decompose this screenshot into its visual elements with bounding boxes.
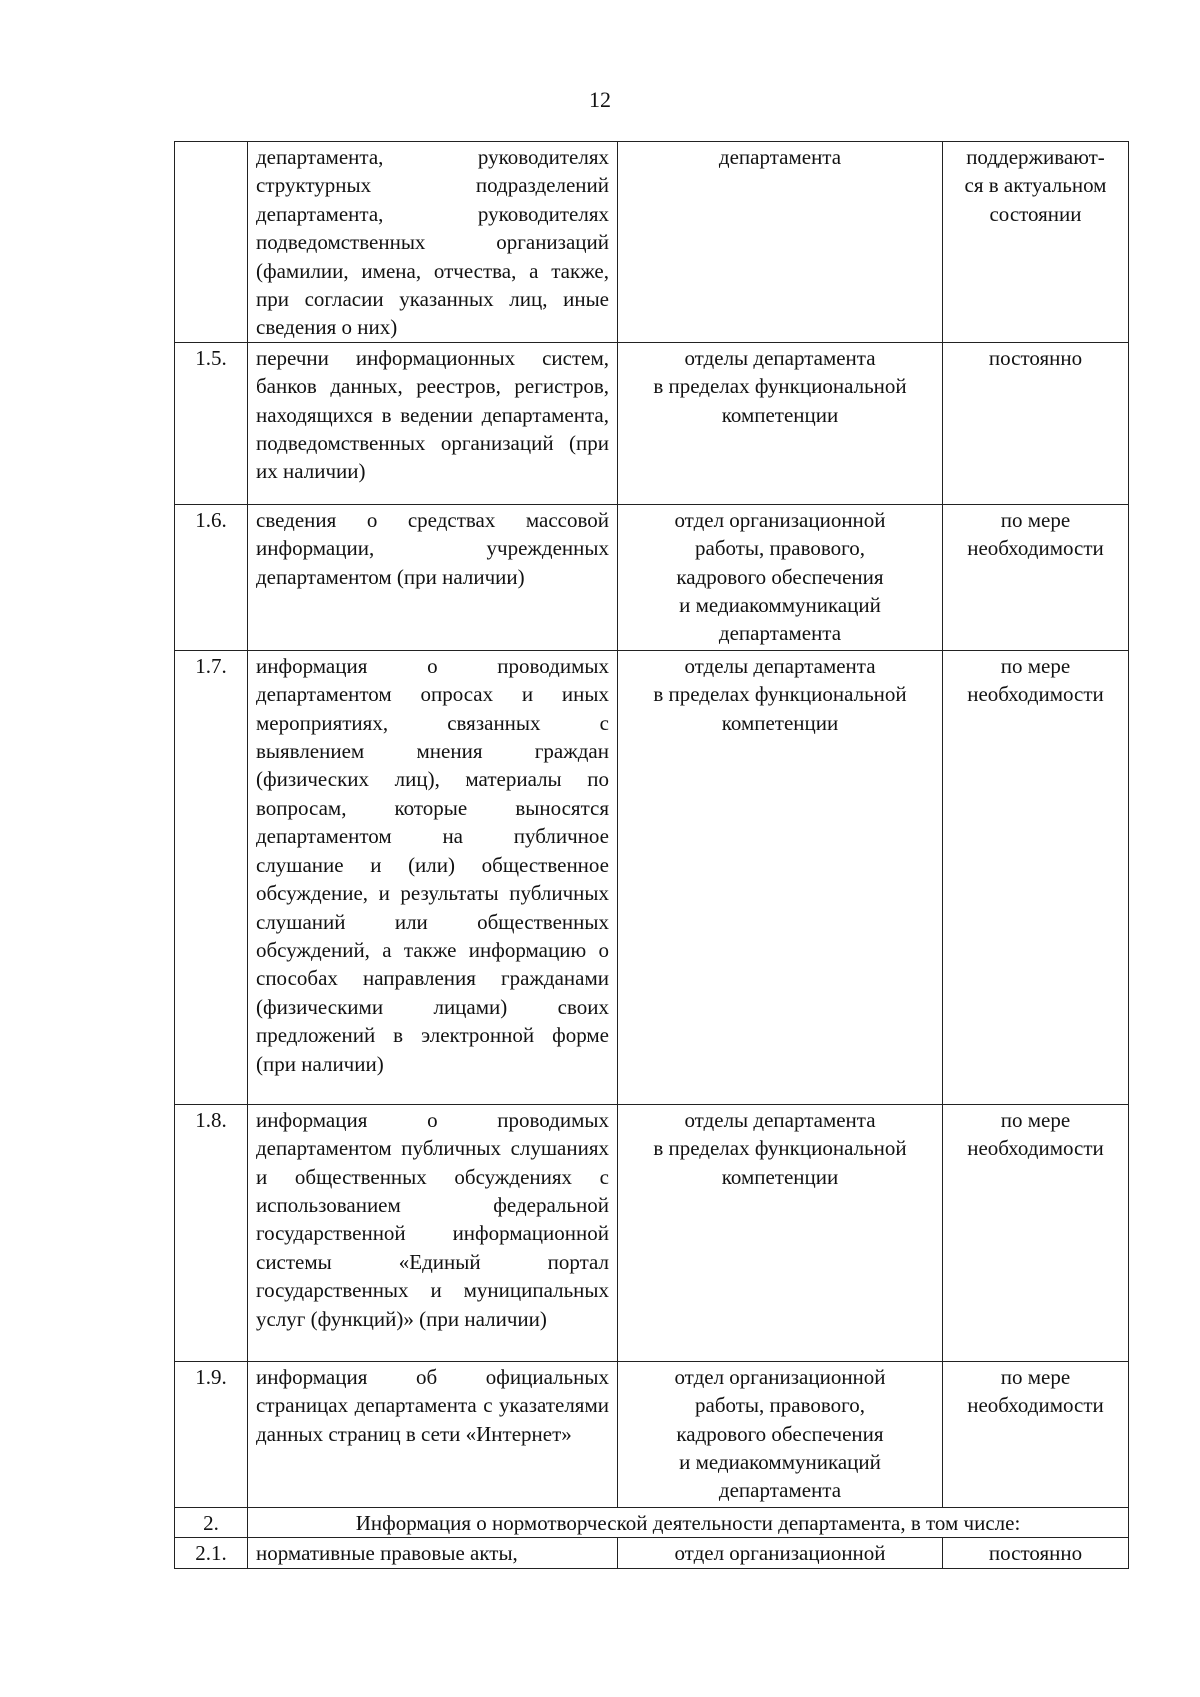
responsible-line: отдел организационной xyxy=(674,1364,886,1389)
responsible-line: кадрового обеспечения xyxy=(676,1421,884,1446)
term-line: постоянно xyxy=(988,345,1083,370)
row-responsible xyxy=(618,342,943,504)
table-row xyxy=(175,1104,1129,1361)
page-number: 12 xyxy=(589,87,611,112)
term-line: по мере xyxy=(1000,653,1071,678)
row-description: информация о проводимых департаментом публичных слушаниях и общественных обсуждениях с использованием федеральной государственной информационной системы «Единый портал государственных и муниципальных услуг (функций)» (при наличии) xyxy=(248,1104,618,1361)
row-responsible xyxy=(618,1104,943,1361)
row-term xyxy=(943,342,1129,504)
responsible-line: работы, правового, xyxy=(695,1393,865,1418)
row-term xyxy=(943,142,1129,343)
responsible-line: компетенции xyxy=(721,402,839,427)
responsible-line: и медиакоммуникаций xyxy=(679,593,881,618)
responsible-line: компетенции xyxy=(721,1164,839,1189)
row-number: 1.8. xyxy=(175,1104,248,1361)
table-body xyxy=(175,142,1129,1569)
responsible-line: работы, правового, xyxy=(695,536,865,561)
responsible-line: в пределах функциональной xyxy=(653,682,907,707)
responsible-line: департамента xyxy=(718,621,842,646)
row-description: нормативные правовые акты, xyxy=(248,1538,618,1568)
row-description: информация о проводимых департаментом опросах и иных мероприятиях, связанных с выявлением мнения граждан (физических лиц), материалы по вопросам, которые выносятся департаментом на публичное слушание и (или) общественное обсуждение, и результаты публичных слушаний или общественных обсуждений, а также информацию о способах направления гражданами (физическими лицами) своих предложений в электронной форме (при наличии) xyxy=(248,650,618,1104)
section-number: 2. xyxy=(175,1507,248,1537)
row-term xyxy=(943,504,1129,650)
term-line: необходимости xyxy=(967,536,1104,561)
row-description: сведения о средствах массовой информации, учрежденных департаментом (при наличии) xyxy=(248,504,618,650)
row-number: 1.7. xyxy=(175,650,248,1104)
row-term xyxy=(943,1361,1129,1507)
row-responsible xyxy=(618,142,943,343)
table-row xyxy=(175,1538,1129,1568)
responsible-line: компетенции xyxy=(721,710,839,735)
responsible-line: отдел организационной xyxy=(674,507,886,532)
row-responsible xyxy=(618,1361,943,1507)
term-line: по мере xyxy=(1000,1364,1071,1389)
information-table xyxy=(174,141,1129,1569)
row-number xyxy=(175,142,248,343)
responsible-line: департамента xyxy=(718,1478,842,1503)
term-line: поддерживают- xyxy=(966,145,1105,169)
row-responsible xyxy=(618,504,943,650)
table-row xyxy=(175,650,1129,1104)
row-description: информация об официальных страницах департамента с указателями данных страниц в сети «Интернет» xyxy=(248,1361,618,1507)
row-description: перечни информационных систем, банков данных, реестров, регистров, находящихся в ведении департамента, подведомственных организаций (при их наличии) xyxy=(248,342,618,504)
row-term xyxy=(943,1104,1129,1361)
responsible-line: кадрового обеспечения xyxy=(676,564,884,589)
responsible-line: департамента xyxy=(718,145,842,169)
responsible-line: отделы департамента xyxy=(684,653,876,678)
row-description: департамента, руководителях структурных подразделений департамента, руководителях подведомственных организаций (фамилии, имена, отчества, а также, при согласии указанных лиц, иные сведения о них) xyxy=(248,142,618,343)
table-row xyxy=(175,142,1129,343)
table-row xyxy=(175,504,1129,650)
term-line: необходимости xyxy=(967,1136,1104,1161)
row-term: постоянно xyxy=(943,1538,1129,1568)
responsible-line: отделы департамента xyxy=(684,345,876,370)
row-responsible: отдел организационной xyxy=(618,1538,943,1568)
row-number: 1.6. xyxy=(175,504,248,650)
row-number: 2.1. xyxy=(175,1538,248,1568)
responsible-line: отделы департамента xyxy=(684,1107,876,1132)
responsible-line: в пределах функциональной xyxy=(653,374,907,399)
row-number: 1.5. xyxy=(175,342,248,504)
row-number: 1.9. xyxy=(175,1361,248,1507)
responsible-line: и медиакоммуникаций xyxy=(679,1450,881,1475)
table-row xyxy=(175,342,1129,504)
term-line: по мере xyxy=(1000,507,1071,532)
row-term xyxy=(943,650,1129,1104)
term-line: необходимости xyxy=(967,682,1104,707)
responsible-line: в пределах функциональной xyxy=(653,1136,907,1161)
section-row xyxy=(175,1507,1129,1537)
table-row xyxy=(175,1361,1129,1507)
section-title: Информация о нормотворческой деятельности департамента, в том числе: xyxy=(248,1507,1129,1537)
term-line: по мере xyxy=(1000,1107,1071,1132)
term-line: ся в актуальном xyxy=(964,173,1107,198)
term-line: состоянии xyxy=(989,201,1082,226)
row-responsible xyxy=(618,650,943,1104)
term-line: необходимости xyxy=(967,1393,1104,1418)
